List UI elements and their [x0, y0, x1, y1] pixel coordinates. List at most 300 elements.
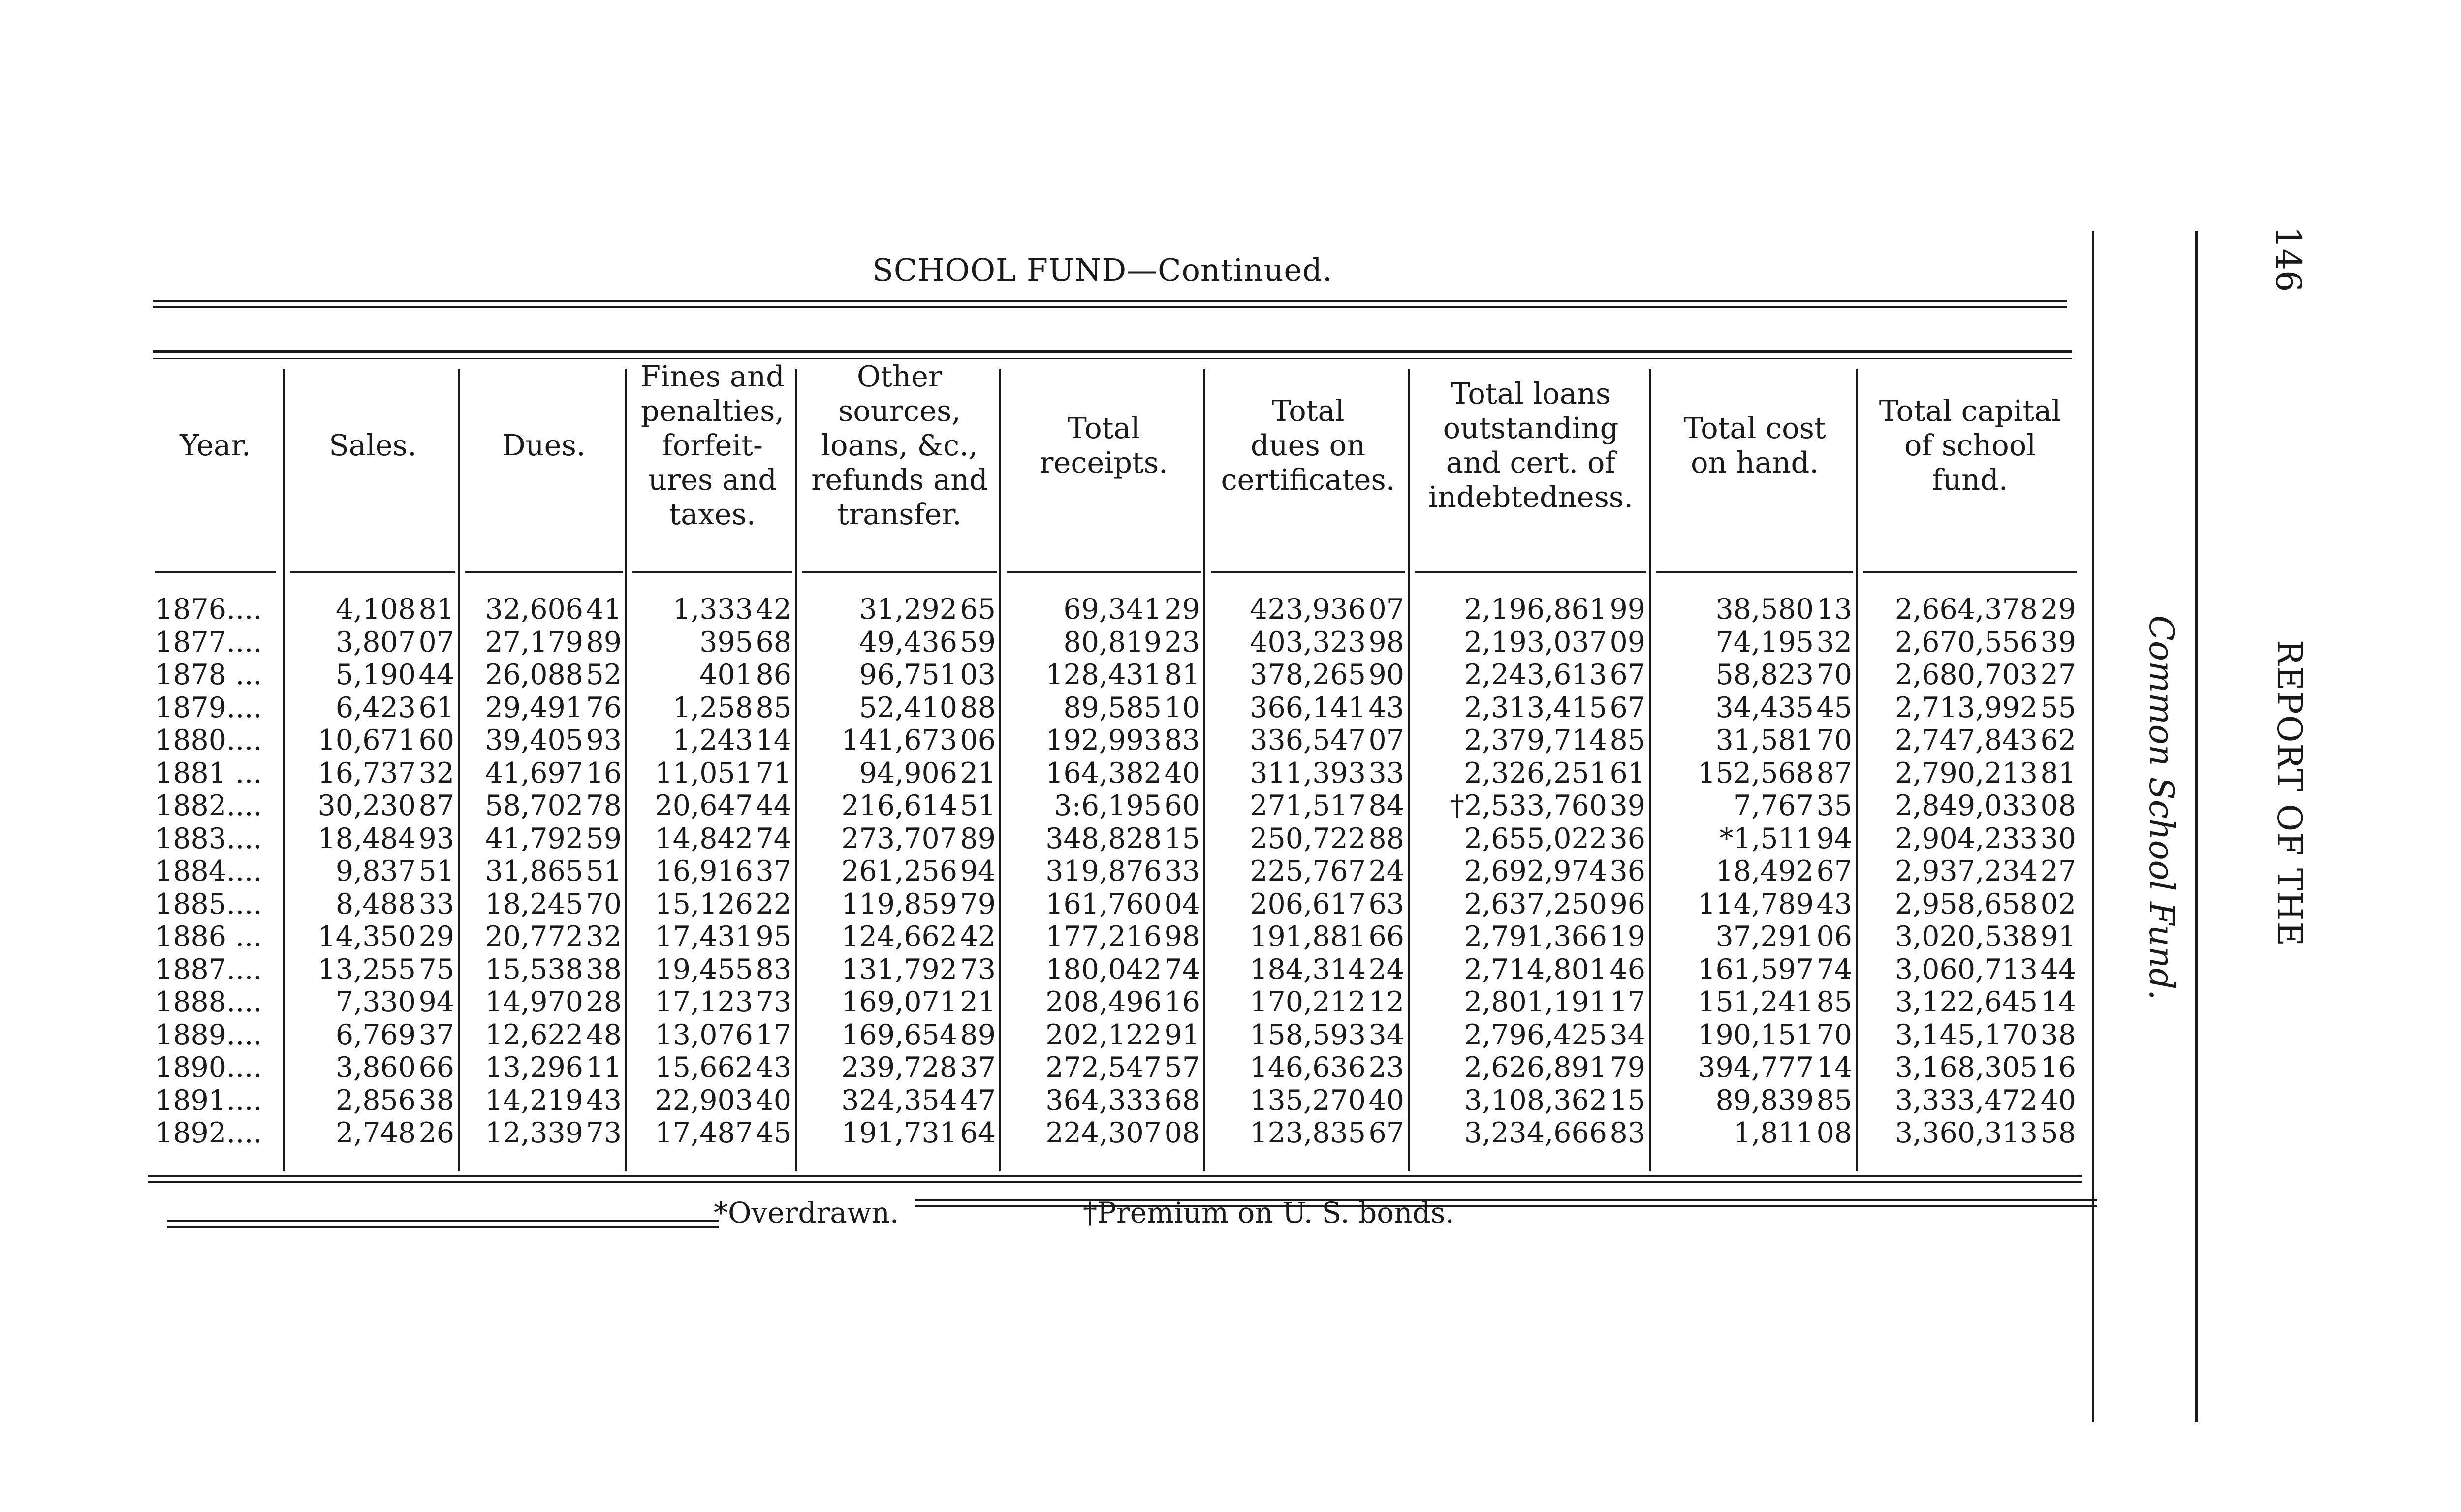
- table-cell: [632, 1084, 791, 1117]
- table-cell: [1863, 789, 2076, 822]
- column-header-line: outstanding: [1443, 411, 1619, 445]
- amount-cents: 32: [586, 920, 622, 953]
- amount-dollars: 2,196,861: [1464, 593, 1607, 626]
- table-cell: [1656, 593, 1852, 626]
- amount-cents: 40: [756, 1084, 791, 1117]
- page-title: SCHOOL FUND—Continued.: [872, 252, 1333, 288]
- amount-dollars: 17,123: [655, 986, 753, 1018]
- table-cell: 1885....: [155, 887, 262, 920]
- table-cell: 1881 ...: [155, 756, 262, 789]
- header-underline: [155, 571, 276, 573]
- amount-cents: 67: [1609, 691, 1645, 724]
- table-cell: [1211, 692, 1404, 724]
- table-cell: [1863, 626, 2076, 659]
- table-cell: [290, 855, 454, 888]
- table-cell: [1863, 920, 2076, 953]
- table-cell: [465, 724, 622, 757]
- table-cell: [802, 626, 996, 659]
- page-number: 146: [2268, 226, 2308, 292]
- amount-dollars: 94,906: [859, 756, 957, 789]
- table-cell: [1415, 593, 1645, 626]
- amount-dollars: 3,145,170: [1894, 1018, 2038, 1051]
- amount-cents: 98: [1164, 920, 1200, 953]
- column-capital: [1863, 593, 2076, 1150]
- amount-cents: 29: [2040, 593, 2076, 626]
- table-cell: [465, 1084, 622, 1117]
- column-header-line: taxes.: [669, 497, 756, 531]
- column-header-line: of school: [1904, 428, 2036, 462]
- amount-cents: 90: [1368, 659, 1404, 691]
- table-cell: [1211, 1019, 1404, 1052]
- column-divider: [1856, 369, 1858, 1171]
- amount-dollars: 3,807: [335, 626, 416, 659]
- table-cell: [632, 626, 791, 659]
- amount-cents: 81: [418, 593, 454, 626]
- amount-cents: 91: [2040, 920, 2076, 953]
- amount-cents: 23: [1164, 626, 1200, 659]
- column-header-line: forfeit-: [662, 428, 763, 462]
- amount-cents: 02: [2040, 887, 2076, 920]
- table-cell: [1656, 1051, 1852, 1084]
- amount-dollars: 1,811: [1733, 1117, 1814, 1149]
- amount-dollars: 2,664,378: [1894, 593, 2038, 626]
- table-cell: [1007, 953, 1200, 986]
- column-header-line: Total cost: [1683, 411, 1826, 445]
- amount-cents: 98: [1368, 626, 1404, 659]
- table-cell: [1656, 724, 1852, 757]
- table-cell: [1863, 986, 2076, 1019]
- column-receipts: [1007, 593, 1200, 1150]
- amount-dollars: 12,622: [485, 1018, 583, 1051]
- header-underline: [1415, 571, 1646, 573]
- table-cell: [1656, 986, 1852, 1019]
- amount-cents: 59: [586, 822, 622, 855]
- amount-cents: 65: [960, 593, 996, 626]
- table-cell: [1211, 1051, 1404, 1084]
- amount-cents: 23: [1368, 1051, 1404, 1084]
- table-cell: [632, 822, 791, 855]
- amount-dollars: 216,614: [841, 789, 957, 822]
- header-underline: [1007, 571, 1201, 573]
- table-cell: [465, 1051, 622, 1084]
- table-cell: [465, 986, 622, 1019]
- amount-cents: 88: [960, 691, 996, 724]
- table-cell: [290, 1117, 454, 1150]
- amount-cents: 84: [1368, 789, 1404, 822]
- amount-dollars: 378,265: [1250, 659, 1366, 691]
- column-divider: [458, 369, 460, 1171]
- amount-cents: 67: [1368, 1117, 1404, 1149]
- table-cell: [1863, 1051, 2076, 1084]
- amount-cents: 61: [418, 691, 454, 724]
- table-cell: [290, 789, 454, 822]
- amount-cents: 86: [756, 659, 791, 691]
- amount-cents: 89: [960, 1018, 996, 1051]
- column-header-line: refunds and: [811, 463, 988, 497]
- amount-cents: 06: [960, 724, 996, 756]
- amount-dollars: 6,423: [335, 691, 416, 724]
- table-cell: [1863, 692, 2076, 724]
- table-cell: [1863, 593, 2076, 626]
- amount-cents: 21: [960, 756, 996, 789]
- table-cell: [1415, 659, 1645, 692]
- table-cell: [1211, 757, 1404, 790]
- amount-cents: 47: [960, 1084, 996, 1117]
- amount-dollars: 271,517: [1250, 789, 1366, 822]
- amount-dollars: 2,313,415: [1464, 691, 1607, 724]
- amount-dollars: 336,547: [1250, 724, 1366, 756]
- table-cell: [1415, 1117, 1645, 1150]
- amount-dollars: 2,670,556: [1894, 626, 2038, 659]
- table-cell: [802, 1051, 996, 1084]
- amount-dollars: 5,190: [335, 659, 416, 691]
- column-divider: [795, 369, 797, 1171]
- amount-dollars: 2,958,658: [1894, 887, 2038, 920]
- amount-cents: 36: [1609, 855, 1645, 887]
- amount-cents: 43: [756, 1051, 791, 1084]
- amount-dollars: 191,731: [841, 1117, 957, 1149]
- amount-cents: 44: [418, 659, 454, 691]
- column-header-line: Total loans: [1451, 377, 1611, 410]
- column-dues: [465, 593, 622, 1150]
- amount-dollars: 184,314: [1250, 953, 1366, 986]
- table-cell: [465, 757, 622, 790]
- table-cell: [465, 626, 622, 659]
- table-cell: [1211, 953, 1404, 986]
- amount-dollars: 2,655,022: [1464, 822, 1607, 855]
- column-header-line: indebtedness.: [1428, 480, 1633, 514]
- table-cell: [1656, 855, 1852, 888]
- amount-cents: 60: [1164, 789, 1200, 822]
- amount-cents: 51: [586, 855, 622, 887]
- table-cell: [290, 1084, 454, 1117]
- amount-dollars: 192,993: [1045, 724, 1162, 756]
- amount-cents: 68: [756, 626, 791, 659]
- table-cell: [1656, 692, 1852, 724]
- amount-dollars: 8,488: [335, 887, 416, 920]
- amount-dollars: 13,076: [655, 1018, 753, 1051]
- amount-cents: 74: [1816, 953, 1852, 986]
- amount-dollars: 18,484: [317, 822, 416, 855]
- table-cell: [1415, 953, 1645, 986]
- column-header-line: penalties,: [640, 394, 785, 428]
- amount-cents: 37: [756, 855, 791, 887]
- column-header-dues: [460, 354, 628, 536]
- column-header-line: sources,: [838, 394, 961, 428]
- amount-cents: 37: [418, 1018, 454, 1051]
- amount-dollars: 2,692,974: [1464, 855, 1607, 887]
- table-cell: [1863, 888, 2076, 921]
- amount-cents: 81: [1164, 659, 1200, 691]
- table-cell: [1656, 789, 1852, 822]
- amount-cents: 51: [418, 855, 454, 887]
- table-cell: 1884....: [155, 855, 262, 887]
- table-cell: [632, 593, 791, 626]
- amount-dollars: 2,747,843: [1894, 724, 2038, 756]
- amount-dollars: 15,126: [655, 887, 753, 920]
- amount-dollars: 19,455: [655, 953, 753, 986]
- amount-dollars: 2,713,992: [1894, 691, 2038, 724]
- amount-dollars: 7,330: [335, 986, 416, 1018]
- table-cell: [1656, 920, 1852, 953]
- amount-dollars: 1,333: [672, 593, 753, 626]
- column-divider: [999, 369, 1001, 1171]
- amount-cents: 32: [418, 756, 454, 789]
- running-head-text: REPORT OF THE: [2270, 640, 2308, 947]
- table-cell: [1211, 1084, 1404, 1117]
- table-cell: [290, 1019, 454, 1052]
- header-underline: [465, 571, 623, 573]
- table-cell: [1656, 659, 1852, 692]
- amount-cents: 16: [586, 756, 622, 789]
- table-cell: [290, 593, 454, 626]
- amount-cents: 57: [1164, 1051, 1200, 1084]
- table-cell: 1876....: [155, 593, 262, 626]
- table-cell: [632, 986, 791, 1019]
- table-bottom-rule: [148, 1175, 2082, 1177]
- amount-dollars: 37,291: [1715, 920, 1814, 953]
- footnote-overdrawn: *Overdrawn.: [714, 1196, 899, 1229]
- amount-dollars: 18,245: [485, 887, 583, 920]
- amount-dollars: 2,748: [335, 1117, 416, 1149]
- amount-cents: 81: [2040, 756, 2076, 789]
- amount-cents: 21: [960, 986, 996, 1018]
- table-cell: [290, 659, 454, 692]
- amount-dollars: 2,904,233: [1894, 822, 2038, 855]
- amount-dollars: 41,697: [485, 756, 583, 789]
- amount-dollars: 2,243,613: [1464, 659, 1607, 691]
- table-cell: [465, 789, 622, 822]
- amount-cents: 40: [1368, 1084, 1404, 1117]
- amount-dollars: 261,256: [841, 855, 957, 887]
- column-other: [802, 593, 996, 1150]
- amount-dollars: 161,760: [1045, 887, 1162, 920]
- amount-dollars: 14,350: [317, 920, 416, 953]
- table-cell: [465, 593, 622, 626]
- table-cell: [290, 626, 454, 659]
- amount-cents: 42: [756, 593, 791, 626]
- amount-cents: 46: [1609, 953, 1645, 986]
- column-divider: [625, 369, 627, 1171]
- column-header-line: fund.: [1932, 463, 2008, 497]
- amount-cents: 76: [586, 691, 622, 724]
- amount-dollars: 11,051: [655, 756, 753, 789]
- amount-cents: 78: [586, 789, 622, 822]
- amount-dollars: 52,410: [859, 691, 957, 724]
- amount-cents: 95: [756, 920, 791, 953]
- amount-dollars: 170,212: [1250, 986, 1366, 1018]
- amount-dollars: 202,122: [1045, 1018, 1162, 1051]
- amount-cents: 35: [1816, 789, 1852, 822]
- table-cell: [1656, 757, 1852, 790]
- table-cell: [1007, 724, 1200, 757]
- table-cell: [1656, 1084, 1852, 1117]
- amount-cents: 93: [586, 724, 622, 756]
- amount-dollars: 169,071: [841, 986, 957, 1018]
- table-cell: [1007, 1051, 1200, 1084]
- amount-dollars: 161,597: [1698, 953, 1814, 986]
- amount-dollars: 13,255: [317, 953, 416, 986]
- table-cell: [802, 692, 996, 724]
- amount-dollars: 164,382: [1045, 756, 1162, 789]
- amount-cents: 17: [756, 1018, 791, 1051]
- amount-cents: 07: [1368, 724, 1404, 756]
- table-cell: [465, 953, 622, 986]
- column-header-line: Total capital: [1879, 394, 2061, 428]
- table-cell: [1415, 724, 1645, 757]
- amount-cents: 85: [1816, 1084, 1852, 1117]
- table-cell: [632, 953, 791, 986]
- amount-cents: 40: [1164, 756, 1200, 789]
- amount-dollars: 114,789: [1698, 887, 1814, 920]
- table-cell: [632, 1117, 791, 1150]
- amount-dollars: 401: [699, 659, 753, 691]
- amount-cents: 13: [1816, 593, 1852, 626]
- table-cell: [632, 692, 791, 724]
- table-cell: [290, 1051, 454, 1084]
- column-header-receipts: [1002, 354, 1206, 536]
- amount-dollars: 58,702: [485, 789, 583, 822]
- amount-cents: 45: [756, 1117, 791, 1149]
- table-top-rule: [153, 350, 2072, 353]
- amount-dollars: 74,195: [1715, 626, 1814, 659]
- amount-dollars: 32,606: [485, 593, 583, 626]
- amount-dollars: 2,714,801: [1464, 953, 1607, 986]
- amount-dollars: 250,722: [1250, 822, 1366, 855]
- table-cell: 1883....: [155, 822, 262, 855]
- amount-dollars: 14,842: [655, 822, 753, 855]
- amount-cents: 24: [1368, 855, 1404, 887]
- table-cell: [1656, 626, 1852, 659]
- amount-cents: 28: [586, 986, 622, 1018]
- table-cell: 1877....: [155, 626, 262, 659]
- amount-cents: 55: [2040, 691, 2076, 724]
- table-cell: [465, 920, 622, 953]
- table-top-rule: [153, 300, 2067, 302]
- amount-dollars: 119,859: [841, 887, 957, 920]
- column-header-cost: [1651, 354, 1858, 536]
- amount-cents: 08: [1164, 1117, 1200, 1149]
- table-cell: [802, 593, 996, 626]
- amount-dollars: 58,823: [1715, 659, 1814, 691]
- table-cell: [290, 920, 454, 953]
- table-cell: [1211, 724, 1404, 757]
- amount-dollars: 1,258: [672, 691, 753, 724]
- table-cell: [1211, 822, 1404, 855]
- amount-dollars: 3,168,305: [1894, 1051, 2038, 1084]
- table-cell: [1007, 986, 1200, 1019]
- amount-cents: 60: [418, 724, 454, 756]
- table-cell: [1211, 789, 1404, 822]
- column-header-line: and cert. of: [1446, 445, 1616, 479]
- amount-cents: 07: [1368, 593, 1404, 626]
- table-cell: [290, 888, 454, 921]
- amount-dollars: 16,916: [655, 855, 753, 887]
- column-loans: [1415, 593, 1645, 1150]
- table-cell: [1415, 888, 1645, 921]
- amount-cents: 43: [586, 1084, 622, 1117]
- amount-cents: 27: [2040, 855, 2076, 887]
- table-cell: [1211, 986, 1404, 1019]
- table-cell: [1415, 757, 1645, 790]
- table-cell: 1887....: [155, 953, 262, 986]
- amount-dollars: 96,751: [859, 659, 957, 691]
- amount-dollars: 3,122,645: [1894, 986, 2038, 1018]
- amount-cents: 11: [586, 1051, 622, 1084]
- amount-cents: 06: [1816, 920, 1852, 953]
- amount-cents: 22: [756, 887, 791, 920]
- amount-cents: 94: [1816, 822, 1852, 855]
- table-cell: [465, 1019, 622, 1052]
- amount-cents: 43: [1816, 887, 1852, 920]
- table-bottom-rule: [148, 1181, 2082, 1183]
- table-cell: [1007, 855, 1200, 888]
- table-cell: 1880....: [155, 724, 262, 756]
- column-header-line: Other: [856, 359, 943, 393]
- table-cell: [1007, 822, 1200, 855]
- column-header-line: certificates.: [1221, 463, 1395, 497]
- table-cell: [1863, 1117, 2076, 1150]
- table-cell: 1886 ...: [155, 920, 262, 953]
- table-cell: [632, 855, 791, 888]
- table-cell: 1892....: [155, 1117, 262, 1149]
- amount-dollars: 20,772: [485, 920, 583, 953]
- amount-dollars: 177,216: [1045, 920, 1162, 953]
- column-cost: [1656, 593, 1852, 1150]
- amount-cents: 59: [960, 626, 996, 659]
- amount-cents: 99: [1609, 593, 1645, 626]
- amount-dollars: 14,970: [485, 986, 583, 1018]
- amount-dollars: 34,435: [1715, 691, 1814, 724]
- column-header-other: [797, 354, 1002, 536]
- amount-cents: 39: [2040, 626, 2076, 659]
- amount-cents: 91: [1164, 1018, 1200, 1051]
- amount-cents: 37: [960, 1051, 996, 1084]
- amount-dollars: 39,405: [485, 724, 583, 756]
- amount-cents: 89: [960, 822, 996, 855]
- table-cell: 1879....: [155, 691, 262, 724]
- table-cell: [465, 692, 622, 724]
- amount-dollars: 4,108: [335, 593, 416, 626]
- amount-cents: 83: [756, 953, 791, 986]
- amount-cents: 63: [1368, 887, 1404, 920]
- amount-cents: 62: [2040, 724, 2076, 756]
- amount-dollars: 124,662: [841, 920, 957, 953]
- amount-cents: 94: [960, 855, 996, 887]
- amount-dollars: 10,671: [317, 724, 416, 756]
- amount-dollars: 151,241: [1698, 986, 1814, 1018]
- amount-dollars: 3,020,538: [1894, 920, 2038, 953]
- amount-dollars: 190,151: [1698, 1018, 1814, 1051]
- amount-dollars: 29,491: [485, 691, 583, 724]
- column-header-line: Year.: [180, 428, 251, 462]
- column-sales: [290, 593, 454, 1150]
- column-divider: [1649, 369, 1651, 1171]
- table-cell: [1007, 1019, 1200, 1052]
- margin-rule: [2092, 231, 2094, 1422]
- table-cell: [1863, 822, 2076, 855]
- amount-dollars: 30,230: [317, 789, 416, 822]
- amount-dollars: 123,835: [1250, 1117, 1366, 1149]
- amount-dollars: 394,777: [1698, 1051, 1814, 1084]
- amount-dollars: 128,431: [1045, 659, 1162, 691]
- amount-dollars: 2,856: [335, 1084, 416, 1117]
- amount-dollars: 2,801,191: [1464, 986, 1607, 1018]
- table-cell: [1211, 855, 1404, 888]
- amount-cents: 74: [756, 822, 791, 855]
- table-cell: [632, 757, 791, 790]
- amount-dollars: 49,436: [859, 626, 957, 659]
